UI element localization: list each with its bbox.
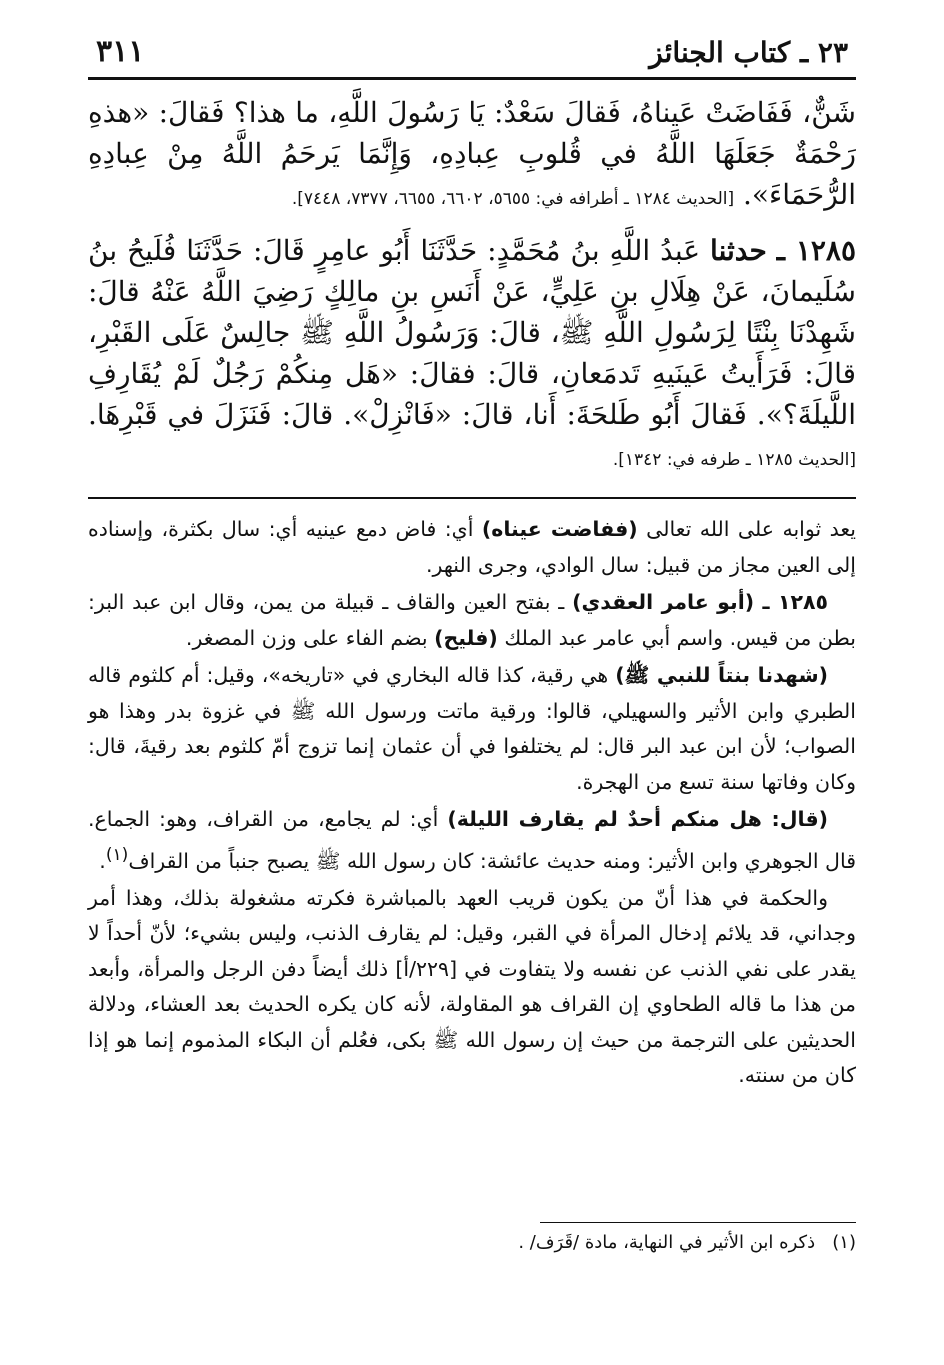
page-number: ٣١١ xyxy=(96,34,145,69)
footnote-text: ذكره ابن الأثير في النهاية، مادة /قَرَف/ . xyxy=(518,1232,816,1253)
commentary-text: أي: فاض دمع عينيه أي: سال بكثرة، وإسناده إلى العين مجاز من قبيل: سال الوادي، وجرى النهر. xyxy=(88,517,856,577)
commentary-paragraph xyxy=(88,512,856,583)
commentary-text: يعد ثوابه على الله تعالى xyxy=(646,517,856,541)
footnote-number: (١) xyxy=(832,1232,856,1253)
commentary-text: بضم الفاء على وزن المصغر. xyxy=(185,625,428,650)
footnote xyxy=(88,1228,856,1258)
section-separator xyxy=(88,497,856,499)
commentary-heading: (فليح) xyxy=(434,625,498,650)
commentary-paragraph xyxy=(88,802,856,879)
hadith-1285-text: عَبدُ اللَّهِ بنُ مُحَمَّدٍ: حَدَّثَنَا أَبُو عامِرٍ قَالَ: حَدَّثَنَا فُلَيحُ بنُ سُلَيمانَ، عَنْ هِلَالِ بنِ عَلِيٍّ، عَنْ أَنَسِ بنِ مالِكٍ رَضِيَ اللَّهُ عَنْهُ قالَ: شَهِدْنَا بِنْتًا لِرَسُولِ اللَّهِ ﷺ، قالَ: وَرَسُولُ اللَّهِ ﷺ جالِسٌ عَلَى القَبْرِ، قالَ: فَرَأَيتُ عَينَيهِ تَدمَعانِ، قالَ: فقالَ: «هَل مِنكُمْ رَجُلٌ لَمْ يُقَارِفِ اللَّيلَةَ؟». فَقالَ أَبُو طَلحَةَ: أَنا، قالَ: «فَانْزِلْ». قالَ: فَنَزَلَ في قَبْرِهَا. xyxy=(88,234,856,431)
commentary-text: أي: لم يجامع، من القراف، وهو: الجماع. قال الجوهري وابن الأثير: ومنه حديث عائشة: كان رسول الله ﷺ يصبح جنباً من القراف xyxy=(88,807,856,873)
hadith-1285-number: ١٢٨٥ ـ xyxy=(776,234,856,267)
hadith-1284-text: شَنٌّ، فَفَاضَتْ عَيناهُ، فَقالَ سَعْدٌ: يَا رَسُولَ اللَّهِ، ما هذا؟ فَقالَ: «هذهِ رَحْمَةٌ جَعَلَهَا اللَّهُ في قُلوبِ عِبادِهِ، وَإِنَّمَا يَرحَمُ اللَّهُ مِنْ عِبادِهِ الرُّحَمَاءَ». xyxy=(88,96,856,211)
commentary-text: . xyxy=(99,848,106,873)
commentary-text: والحكمة في هذا أنّ من يكون قريب العهد بالمباشرة فكرته مشغولة بذلك، وهذا أمر وجداني، قد يلائم إدخال المرأة في القبر، وقيل: لم يقارف الذنب، وليس بشيء؛ لأنّ أحداً لا يقدر على نفي الذنب عن نفسه ولا يتفاوت في [٢٢٩/أ] ذلك أيضاً دفن الرجل والمرأة، وأبعد من هذا ما قاله الطحاوي إن القراف هو المقاولة، لأنه كان يكره الحديث بعد العشاء، ودلالة الحديثين على الترجمة من حيث إن رسول الله ﷺ بكى، فعُلم أن البكاء المذموم إنما هو إذا كان من سنته. xyxy=(88,885,856,1088)
commentary-text: هي رقية، كذا قاله البخاري في «تاريخه»، وقيل: أم كلثوم قاله الطبري وابن الأثير والسهيلي، قالوا: ورقية ماتت ورسول الله ﷺ في غزوة بدر وهذا هو الصواب؛ لأن ابن عبد البر قال: لم يختلفوا في أن عثمان إنما تزوج أمّ كلثوم بعد رقيةَ، قال: وكان وفاتها سنة تسع من الهجرة. xyxy=(88,663,856,794)
header-rule xyxy=(88,77,856,80)
commentary-heading: ١٢٨٥ ـ (أبو عامر العقدي) xyxy=(572,590,828,614)
commentary-text: ـ بفتح العين والقاف ـ قبيلة من يمن، وقال ابن عبد البر: بطن من قيس. واسم أبي عامر عبد الملك xyxy=(88,590,856,650)
footnote-marker: (١) xyxy=(105,844,129,865)
commentary-paragraph xyxy=(88,658,856,800)
hadith-1284-end xyxy=(88,92,856,220)
hadith-1285 xyxy=(88,230,856,481)
commentary-heading: (ففاضت عيناه) xyxy=(481,517,638,541)
chapter-title: ٢٣ ـ كتاب الجنائز xyxy=(649,36,848,69)
commentary-heading: (قال: هل منكم أحدٌ لم يقارف الليلة) xyxy=(447,807,828,831)
hadith-text xyxy=(88,92,856,491)
commentary-paragraph xyxy=(88,585,856,656)
commentary-paragraph xyxy=(88,881,856,1094)
commentary-heading: (شهدنا بنتاً للنبي ﷺ) xyxy=(615,663,828,687)
hadith-1284-reference: [الحديث ١٢٨٤ ـ أطرافه في: ٥٦٥٥، ٦٦٠٢، ٦٦٥٥، ٧٣٧٧، ٧٤٤٨]. xyxy=(291,189,735,209)
hadith-1285-reference: [الحديث ١٢٨٥ ـ طرفه في: ١٣٤٢]. xyxy=(612,450,856,470)
hadith-1285-lead: حدثنا xyxy=(710,234,767,267)
page-header xyxy=(88,30,856,80)
commentary xyxy=(88,512,856,1096)
footnote-rule xyxy=(540,1222,856,1223)
